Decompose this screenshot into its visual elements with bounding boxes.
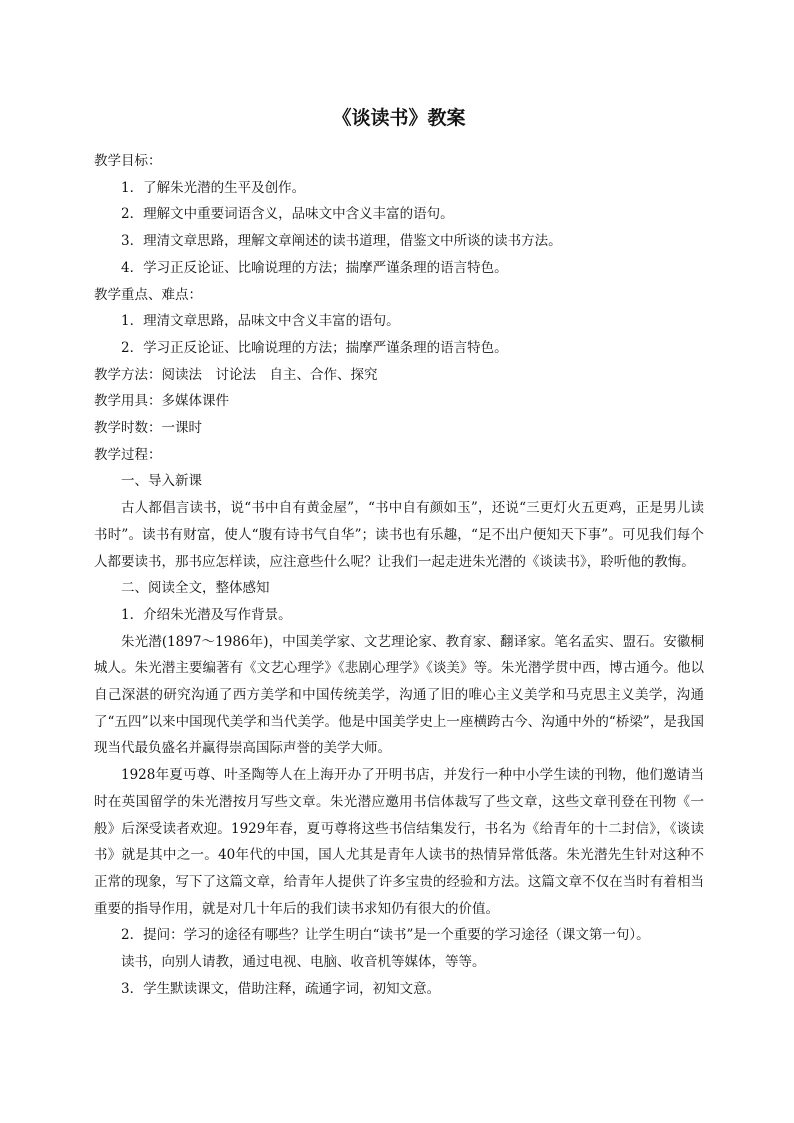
teaching-time: 教学时数：一课时 bbox=[94, 420, 202, 437]
objective-item: 4．学习正反论证、比喻说理的方法；揣摩严谨条理的语言特色。 bbox=[121, 259, 508, 276]
step-2-answer: 读书，向别人请教，通过电视、电脑、收音机等媒体，等等。 bbox=[121, 954, 486, 971]
objective-item: 3．理清文章思路，理解文章阐述的读书道理，借鉴文中所谈的读书方法。 bbox=[121, 233, 562, 250]
process-heading: 教学过程： bbox=[94, 446, 162, 463]
step-3: 3．学生默读课文，借助注释，疏通字词，初知文意。 bbox=[121, 980, 441, 997]
key-point-item: 2．学习正反论证、比喻说理的方法；揣摩严谨条理的语言特色。 bbox=[121, 339, 508, 356]
section2-heading: 二、阅读全文，整体感知 bbox=[121, 580, 270, 597]
teaching-tools: 教学用具：多媒体课件 bbox=[94, 393, 229, 410]
document-page bbox=[94, 104, 704, 1003]
document-title: 《谈读书》教案 bbox=[332, 107, 466, 129]
author-bio-paragraph: 朱光潜(1897～1986年)，中国美学家、文艺理论家、教育家、翻译家。笔名孟实、盟石。安徽桐城人。朱光潜主要编著有《文艺心理学》《悲剧心理学》《谈美》等。朱光潜学贯中西，博古通今。他以自己深湛的研究沟通了西方美学和中国传统美学，沟通了旧的唯心主义美学和马克思主义美学，沟通了“五四”以来中国现代美学和当代美学。他是中国美学史上一座横跨古今、沟通中外的“桥梁”，是我国现当代最负盛名并赢得崇高国际声誉的美学大师。 bbox=[94, 633, 704, 757]
objective-item: 2．理解文中重要词语含义，品味文中含义丰富的语句。 bbox=[121, 206, 454, 223]
key-points-heading: 教学重点、难点： bbox=[94, 286, 202, 303]
objective-item: 1．了解朱光潜的生平及创作。 bbox=[121, 179, 306, 196]
section1-heading: 一、导入新课 bbox=[121, 473, 202, 490]
teaching-method: 教学方法：阅读法 讨论法 自主、合作、探究 bbox=[94, 366, 378, 383]
objectives-heading: 教学目标： bbox=[94, 153, 162, 169]
step-2: 2．提问：学习的途径有哪些？让学生明白“读书”是一个重要的学习途径（课文第一句）。 bbox=[121, 927, 650, 944]
background-paragraph: 1928年夏丏尊、叶圣陶等人在上海开办了开明书店，并发行一种中小学生读的刊物，他们邀请当时在英国留学的朱光潜按月写些文章。朱光潜应邀用书信体裁写了些文章，这些文章刊登在刊物《一般》后深受读者欢迎。1929年春，夏丏尊将这些书信结集发行，书名为《给青年的十二封信》，《谈读书》就是其中之一。40年代的中国，国人尤其是青年人读书的热情异常低落。朱光潜先生针对这种不正常的现象，写下了这篇文章，给青年人提供了许多宝贵的经验和方法。这篇文章不仅在当时有着相当重要的指导作用，就是对几十年后的我们读书求知仍有很大的价值。 bbox=[94, 767, 704, 917]
step-1: 1．介绍朱光潜及写作背景。 bbox=[121, 606, 292, 623]
key-point-item: 1．理清文章思路，品味文中含义丰富的语句。 bbox=[121, 313, 400, 330]
intro-paragraph: 古人都倡言读书，说“书中自有黄金屋”，“书中自有颜如玉”，还说“三更灯火五更鸡，正是男儿读书时”。读书有财富，使人“腹有诗书气自华”；读书也有乐趣，“足不出户便知天下事”。可见我们每个人都要读书，那书应怎样读，应注意些什么呢？让我们一起走进朱光潜的《谈读书》，聆听他的教悔。 bbox=[94, 500, 704, 570]
